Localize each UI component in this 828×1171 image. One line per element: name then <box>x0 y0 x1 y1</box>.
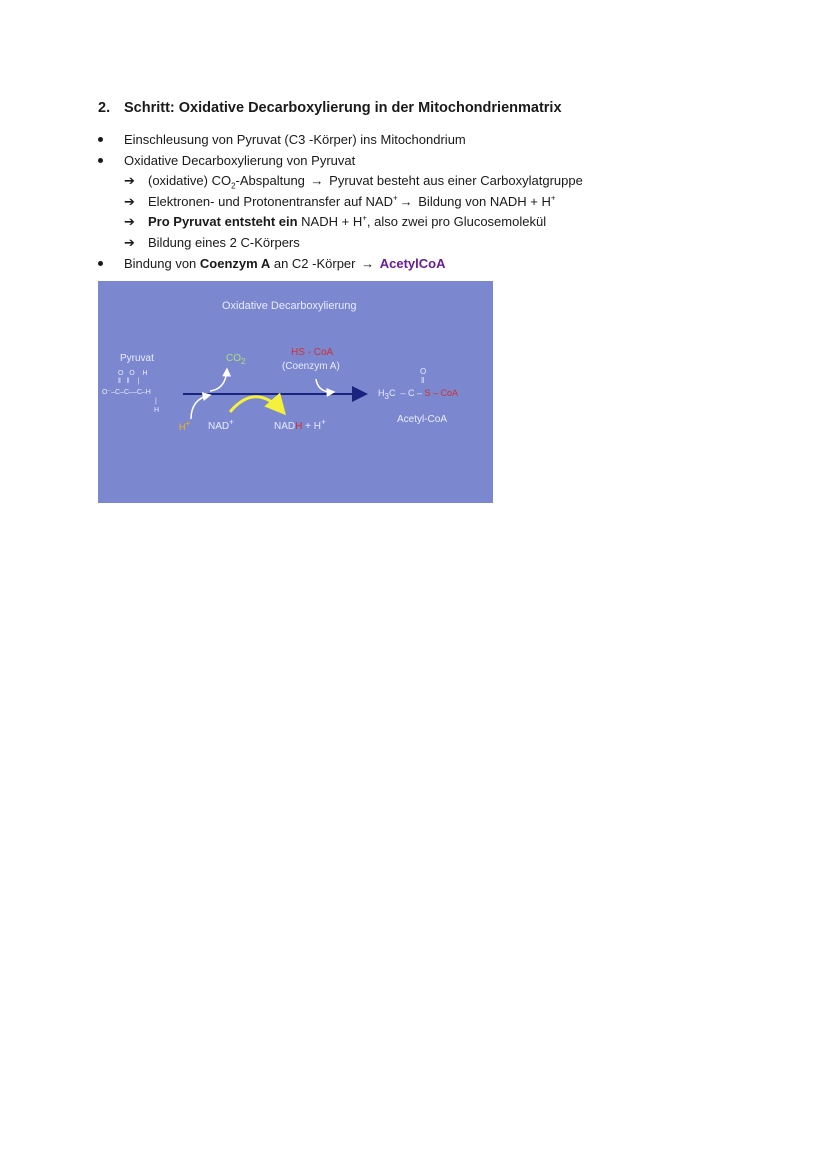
arrow-icon: → <box>399 193 413 209</box>
subscript: 2 <box>231 181 236 191</box>
h-superscript: + <box>185 419 191 428</box>
bullet-dot <box>98 137 103 142</box>
decarboxylation-figure <box>98 281 493 503</box>
superscript: + <box>550 193 556 203</box>
co2-text: CO <box>226 353 241 364</box>
arrow-icon: ➔ <box>124 234 135 250</box>
pyruvat-label: Pyruvat <box>120 353 154 364</box>
product-double-bond: ‖ <box>421 376 425 385</box>
bullet-dot <box>98 261 103 266</box>
formula-sulfur: S <box>424 388 431 398</box>
arrow-icon: → <box>361 255 375 271</box>
pyruvat-hydrogen: H <box>154 407 160 414</box>
arrow-item-text <box>148 212 546 233</box>
h-text: H <box>179 422 186 432</box>
formula-coa: – CoA <box>433 388 459 398</box>
text: , also zwei pro Glucosemolekül <box>366 214 547 230</box>
nad-text: NAD <box>208 421 230 432</box>
bullet-text: Einschleusung von Pyruvat (C3 -Körper) ins Mitochondrium <box>124 132 466 147</box>
co2-release-arrow <box>210 369 227 391</box>
h-plus-arrow <box>191 395 210 419</box>
nad-superscript: + <box>229 417 234 427</box>
heading-text: Schritt: Oxidative Decarboxylierung in der Mitochondrienmatrix <box>124 100 562 116</box>
co2-label <box>226 353 245 364</box>
pyruvat-chain: O⁻–C–C––C–H <box>102 389 151 396</box>
nadh-plus-text: + H <box>302 421 321 432</box>
text: (oxidative) CO <box>148 173 232 189</box>
nadh-label <box>274 417 326 432</box>
superscript: + <box>392 193 398 203</box>
pyruvat-oxygens: O O H <box>118 370 148 377</box>
h-plus-label <box>179 419 191 432</box>
formula-subscript: 3 <box>384 391 389 401</box>
text: NADH + H <box>301 214 363 230</box>
bold-text: Pro Pyruvat entsteht ein <box>148 214 298 230</box>
figure-title: Oxidative Decarboxylierung <box>222 300 357 312</box>
section-heading <box>98 100 562 116</box>
formula-h: H <box>378 388 385 398</box>
text: Pyruvat besteht aus einer Carboxylatgruppe <box>329 173 583 189</box>
nadh-h-text: H <box>295 421 303 432</box>
acetyl-coa-formula <box>378 388 459 401</box>
arrow-item-text <box>148 171 583 192</box>
arrow-item-text <box>148 192 556 213</box>
text: Bildung von NADH + H <box>418 193 551 209</box>
bullet-text: Oxidative Decarboxylierung von Pyruvat <box>124 152 356 168</box>
superscript: + <box>362 214 367 224</box>
formula-carbons: C – C – <box>388 388 422 398</box>
nad-plus-label <box>208 417 234 432</box>
arrow-icon: ➔ <box>124 173 135 189</box>
nadh-superscript: + <box>320 417 326 427</box>
arrow-icon: → <box>310 173 324 189</box>
text: an C2 -Körper <box>273 255 356 271</box>
heading-number: 2. <box>98 100 111 116</box>
highlight-text: AcetylCoA <box>379 255 446 271</box>
pyruvat-double-bonds: ‖ ‖ | <box>118 378 140 385</box>
co2-subscript: 2 <box>241 357 246 366</box>
acetyl-coa-label: Acetyl-CoA <box>397 414 448 425</box>
bullet-text <box>124 254 446 275</box>
text: -Abspaltung <box>235 173 305 189</box>
bold-text: Coenzym A <box>199 255 271 271</box>
product-oxygen: O <box>420 367 427 376</box>
nadh-text: NAD <box>274 421 296 432</box>
hs-coa-label: HS - CoA <box>291 347 334 358</box>
bullet-dot <box>98 158 103 163</box>
nad-reduction-arrow <box>230 397 284 413</box>
text: Bindung von <box>124 255 197 271</box>
coenzym-a-label: (Coenzym A) <box>282 361 340 372</box>
pyruvat-lower-bond: | <box>155 398 157 405</box>
arrow-item-text: Bildung eines 2 C-Körpers <box>148 234 300 250</box>
text: Elektronen- und Protonentransfer auf NAD <box>148 193 393 209</box>
coa-entry-arrow <box>316 379 334 392</box>
arrow-icon: ➔ <box>124 193 135 209</box>
arrow-icon: ➔ <box>124 214 135 230</box>
